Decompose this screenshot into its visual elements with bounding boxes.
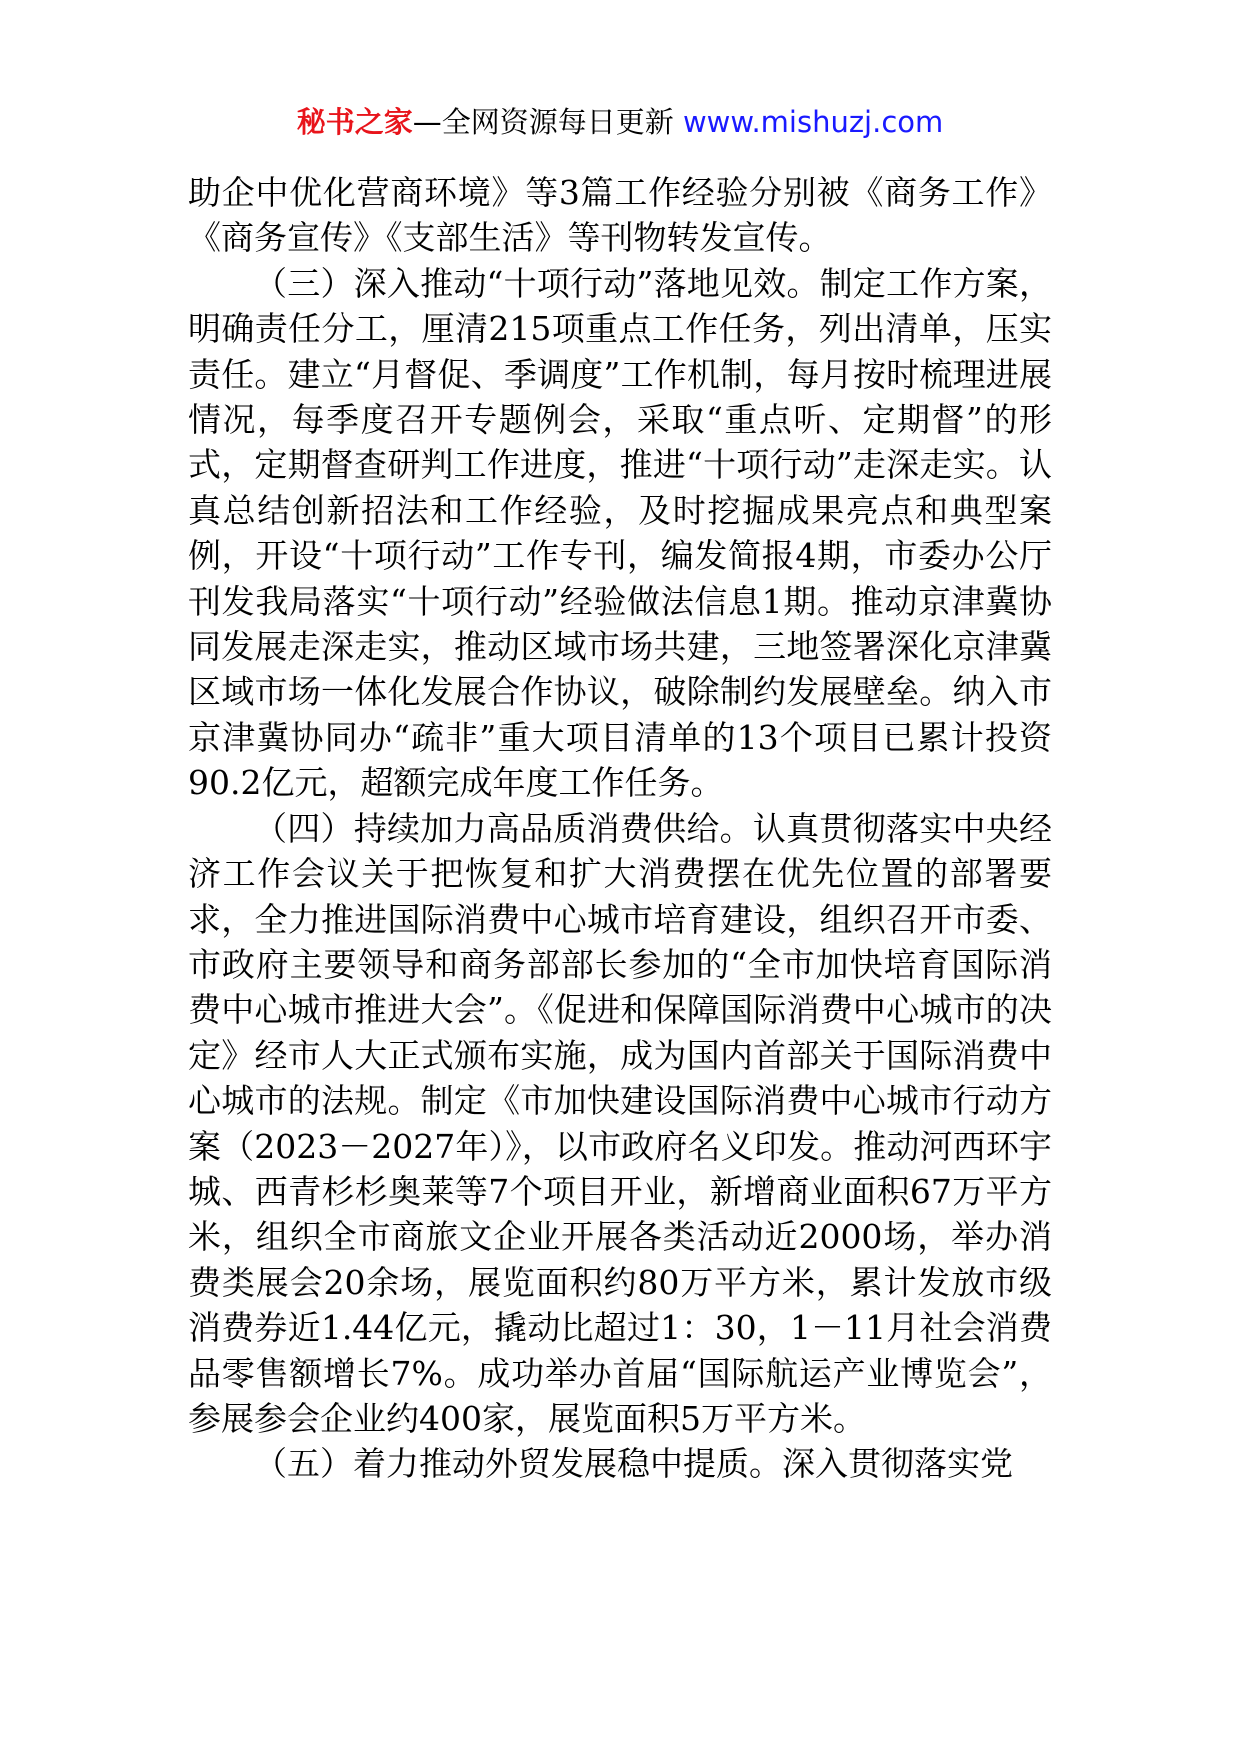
paragraph-section-5: （五）着力推动外贸发展稳中提质。深入贯彻落实党 <box>254 1444 1013 1484</box>
document-body <box>188 170 1052 1487</box>
page-header <box>0 100 1240 144</box>
header-tagline: —全网资源每日更新 <box>412 105 674 139</box>
header-brand: 秘书之家 <box>296 105 413 139</box>
paragraph-section-3: （三）深入推动“十项行动”落地见效。制定工作方案，明确责任分工，厘清215项重点工作任务，列出清单，压实责任。建立“月督促、季调度”工作机制，每月按时梳理进展情况，每季度召开专题例会，采取“重点听、定期督”的形式，定期督查研判工作进度，推进“十项行动”走深走实。认真总结创新招法和工作经验，及时挖掘成果亮点和典型案例，开设“十项行动”工作专刊，编发简报4期，市委办公厅刊发我局落实“十项行动”经验做法信息1期。推动京津冀协同发展走深走实，推动区域市场共建，三地签署深化京津冀区域市场一体化发展合作协议，破除制约发展壁垒。纳入市京津冀协同办“疏非”重大项目清单的13个项目已累计投资90.2亿元，超额完成年度工作任务。 <box>188 263 1052 803</box>
paragraph-continuation: 助企中优化营商环境》等3篇工作经验分别被《商务工作》《商务宣传》《支部生活》等刊物转发宣传。 <box>188 173 1052 258</box>
header-site-link[interactable]: www.mishuzj.com <box>673 105 944 139</box>
paragraph-section-4: （四）持续加力高品质消费供给。认真贯彻落实中央经济工作会议关于把恢复和扩大消费摆在优先位置的部署要求，全力推进国际消费中心城市培育建设，组织召开市委、市政府主要领导和商务部部长参加的“全市加快培育国际消费中心城市推进大会”。《促进和保障国际消费中心城市的决定》经市人大正式颁布实施，成为国内首部关于国际消费中心城市的法规。制定《市加快建设国际消费中心城市行动方案（2023－2027年）》，以市政府名义印发。推动河西环宇城、西青杉杉奥莱等7个项目开业，新增商业面积67万平方米，组织全市商旅文企业开展各类活动近2000场，举办消费类展会20余场，展览面积约80万平方米，累计发放市级消费券近1.44亿元，撬动比超过1：30，1－11月社会消费品零售额增长7%。成功举办首届“国际航运产业博览会”，参展参会企业约400家，展览面积5万平方米。 <box>188 808 1052 1438</box>
